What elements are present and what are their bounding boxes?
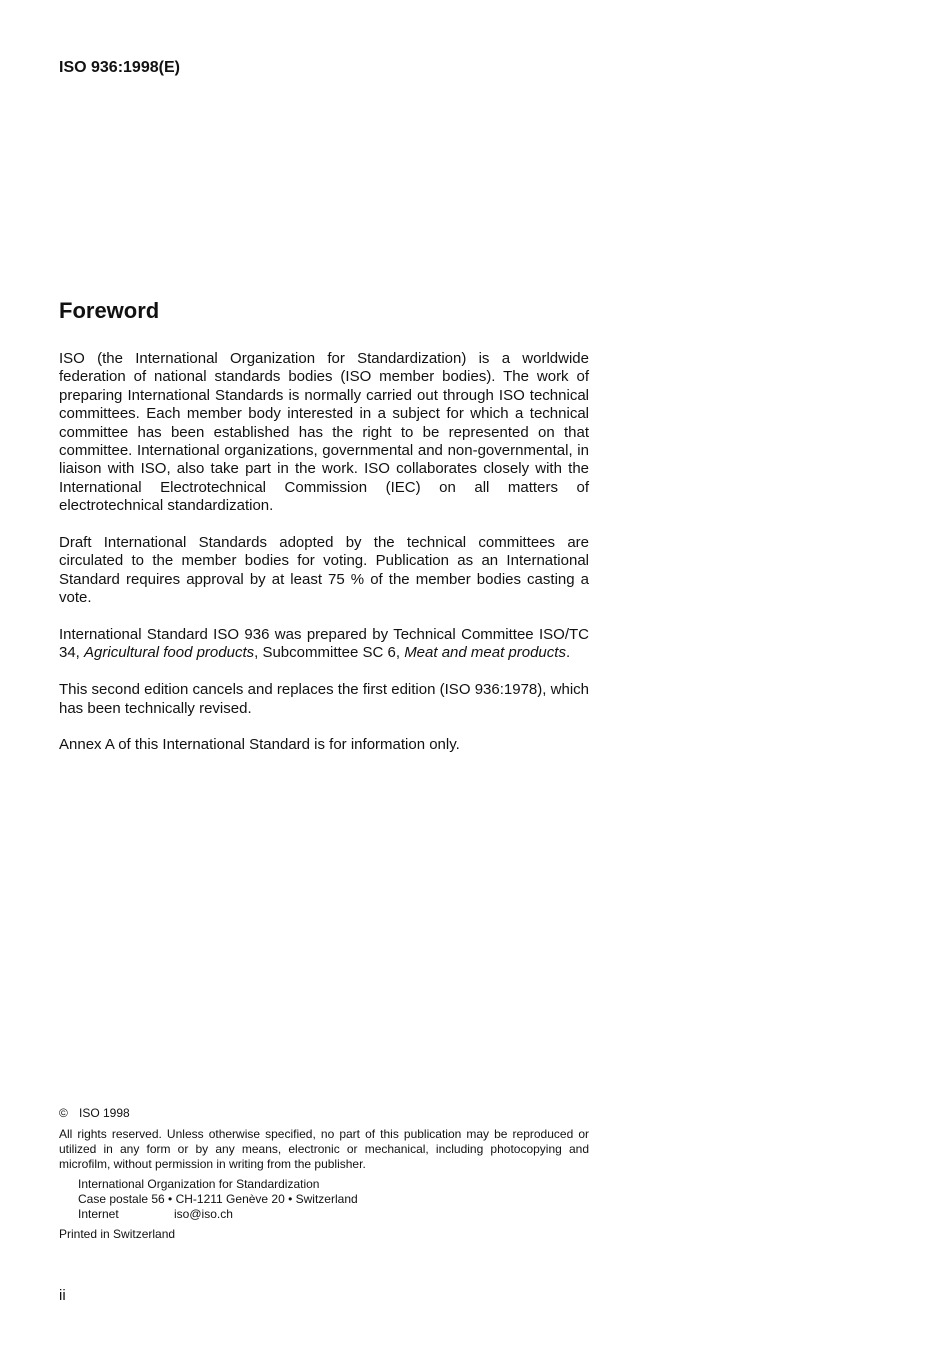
paragraph-3-text-a: International Standard ISO 936 was prepared by Technical Committee ISO/TC 34, <box>59 626 589 662</box>
internet-label: Internet <box>78 1207 119 1221</box>
document-id: ISO 936:1998(E) <box>59 59 180 76</box>
copyright-year: ISO 1998 <box>79 1106 130 1120</box>
publisher-name: International Organization for Standardization <box>78 1177 320 1191</box>
foreword-paragraph-1: ISO (the International Organization for Standardization) is a worldwide federation of national standards bodies (ISO member bodies). The work of preparing International Standards is normally carried out through ISO technical committees. Each member body interested in a subject for which a technical committee has been established has the right to be represented on that committee. International organizations, governmental and non-governmental, in liaison with ISO, also take part in the work. ISO collaborates closely with the International Electrotechnical Commission (IEC) on all matters of electrotechnical standardization. <box>59 350 589 515</box>
foreword-paragraph-4: This second edition cancels and replaces the first edition (ISO 936:1978), which has been technically revised. <box>59 681 589 717</box>
paragraph-3-text-b: , Subcommittee SC 6, <box>254 644 405 662</box>
paragraph-3-text-c: . <box>565 644 571 662</box>
rights-statement: All rights reserved. Unless otherwise specified, no part of this publication may be reproduced or utilized in any form or by any means, electronic or mechanical, including photocopying and microfilm, without permission in writing from the publisher. <box>59 1127 589 1171</box>
committee-name: Agricultural food products <box>84 644 255 662</box>
foreword-paragraph-5: Annex A of this International Standard is for information only. <box>59 736 460 754</box>
foreword-paragraph-2: Draft International Standards adopted by the technical committees are circulated to the member bodies for voting. Publication as an International Standard requires approval by at least 75 % of the member bodies casting a vote. <box>59 534 589 607</box>
copyright-block <box>59 1106 589 1242</box>
foreword-heading: Foreword <box>59 298 160 323</box>
publisher-address <box>78 1177 589 1222</box>
postal-address: Case postale 56 • CH-1211 Genève 20 • Switzerland <box>78 1192 358 1206</box>
page-number: ii <box>59 1287 66 1304</box>
foreword-paragraph-3 <box>59 626 589 663</box>
copyright-icon: © <box>59 1106 68 1120</box>
internet-line <box>78 1207 589 1222</box>
printed-in: Printed in Switzerland <box>59 1227 176 1241</box>
internet-email: iso@iso.ch <box>174 1207 233 1221</box>
foreword-body <box>59 350 589 773</box>
copyright-line <box>59 1106 589 1121</box>
subcommittee-name: Meat and meat products <box>404 644 566 662</box>
